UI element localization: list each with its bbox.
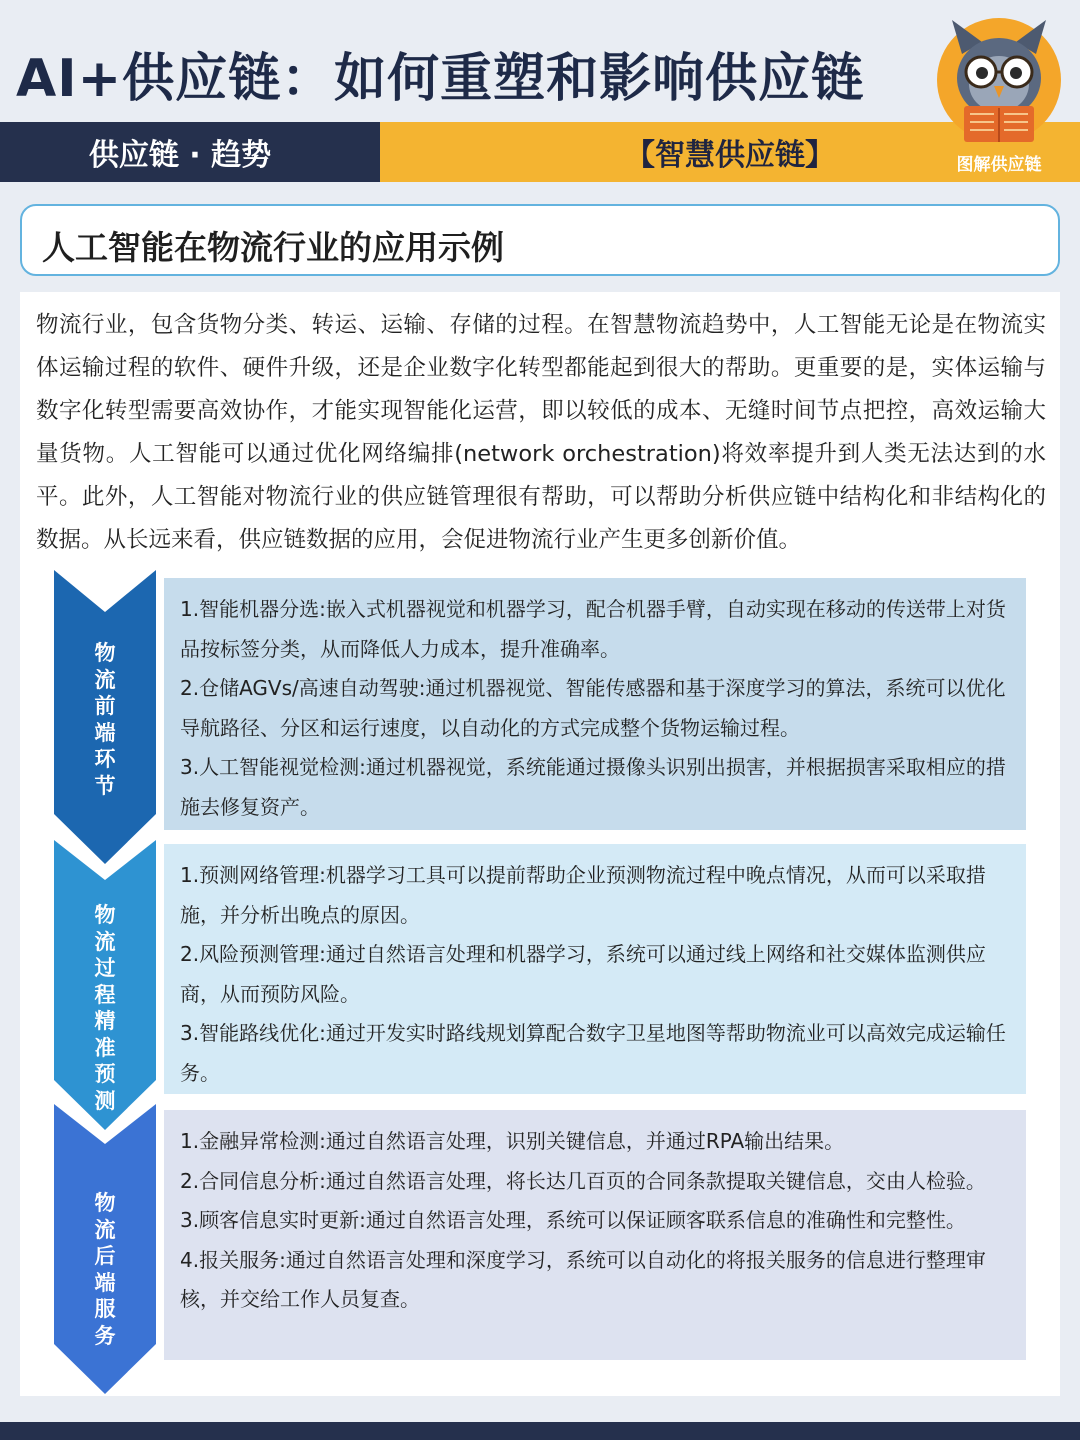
stage-label-front: 物 流 前 端 环 节 bbox=[94, 641, 116, 798]
list-item: 1.预测网络管理:机器学习工具可以提前帮助企业预测物流过程中晚点情况，从而可以采取措施，并分析出晚点的原因。 bbox=[180, 863, 986, 927]
owl-mascot-logo bbox=[934, 14, 1064, 180]
page-title: AI+供应链：如何重塑和影响供应链 bbox=[16, 49, 865, 109]
stage-label-back: 物 流 后 端 服 务 bbox=[94, 1191, 116, 1348]
brand-label: 图解供应链 bbox=[956, 155, 1042, 175]
stage-arrow-back bbox=[54, 1104, 156, 1394]
list-item: 2.合同信息分析:通过自然语言处理，将长达几百页的合同条款提取关键信息，交由人检验。 bbox=[180, 1168, 986, 1193]
section-title: 人工智能在物流行业的应用示例 bbox=[42, 228, 504, 267]
stage-panel-process bbox=[164, 844, 1026, 1094]
stage-panel-front bbox=[164, 578, 1026, 830]
stage-arrow-front bbox=[54, 570, 156, 864]
category-label: 供应链 · 趋势 bbox=[0, 122, 380, 182]
bottom-bar bbox=[0, 1422, 1080, 1440]
list-item: 2.仓储AGVs/高速自动驾驶:通过机器视觉、智能传感器和基于深度学习的算法，系统可以优化导航路径、分区和运行速度，以自动化的方式完成整个货物运输过程。 bbox=[180, 676, 1006, 740]
stage-label-process: 物 流 过 程 精 准 预 测 bbox=[94, 903, 116, 1113]
list-item: 2.风险预测管理:通过自然语言处理和机器学习，系统可以通过线上网络和社交媒体监测供应商，从而预防风险。 bbox=[180, 942, 986, 1006]
content-card bbox=[20, 292, 1060, 1396]
stage-panel-back bbox=[164, 1110, 1026, 1360]
title-bar bbox=[0, 0, 1080, 122]
list-item: 3.人工智能视觉检测:通过机器视觉，系统能通过摄像头识别出损害，并根据损害采取相应的措施去修复资产。 bbox=[180, 755, 1006, 819]
list-item: 3.智能路线优化:通过开发实时路线规划算配合数字卫星地图等帮助物流业可以高效完成运输任务。 bbox=[180, 1021, 1006, 1085]
list-item: 4.报关服务:通过自然语言处理和深度学习，系统可以自动化的将报关服务的信息进行整理审核，并交给工作人员复查。 bbox=[180, 1247, 986, 1311]
list-item: 1.智能机器分选:嵌入式机器视觉和机器学习，配合机器手臂，自动实现在移动的传送带上对货品按标签分类，从而降低人力成本，提升准确率。 bbox=[180, 597, 1006, 661]
category-band bbox=[0, 122, 1080, 182]
section-header bbox=[20, 204, 1060, 276]
list-item: 3.顾客信息实时更新:通过自然语言处理，系统可以保证顾客联系信息的准确性和完整性。 bbox=[180, 1208, 966, 1232]
intro-paragraph: 物流行业，包含货物分类、转运、运输、存储的过程。在智慧物流趋势中，人工智能无论是在物流实体运输过程的软件、硬件升级，还是企业数字化转型都能起到很大的帮助。更重要的是，实体运输与数字化转型需要高效协作，才能实现智能化运营，即以较低的成本、无缝时间节点把控，高效运输大量货物。人工智能可以通过优化网络编排(network orchestration)将效率提升到人类无法达到的水平。此外，人工智能对物流行业的供应链管理很有帮助，可以帮助分析供应链中结构化和非结构化的数据。从长远来看，供应链数据的应用，会促进物流行业产生更多创新价值。 bbox=[36, 312, 1046, 553]
list-item: 1.金融异常检测:通过自然语言处理，识别关键信息，并通过RPA输出结果。 bbox=[180, 1129, 845, 1153]
series-label: 【智慧供应链】 bbox=[380, 122, 1080, 182]
stage-arrow-process bbox=[54, 840, 156, 1130]
